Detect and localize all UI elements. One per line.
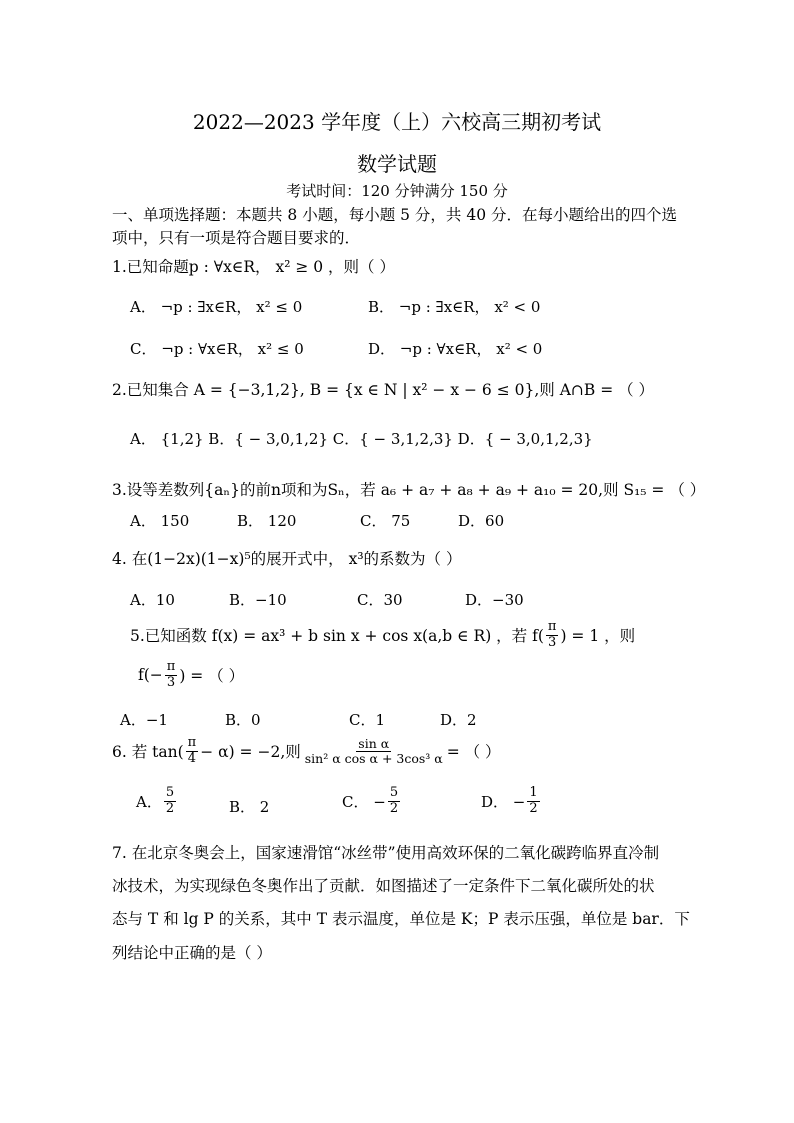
question-1-option-b: B． ¬p : ∃x∈R， x² < 0 — [368, 298, 541, 316]
fraction-pi-over-3: $\frac{\pi}{3}$ — [547, 619, 557, 650]
question-4-option-a: A．10 — [130, 591, 175, 609]
question-3-option-c: C． 75 — [360, 512, 411, 530]
subject-title: 数学试题 — [357, 152, 437, 176]
question-3-option-a: A． 150 — [130, 512, 190, 530]
fraction-pi-over-4: $\frac{\pi}{4}$ — [187, 735, 197, 766]
fraction-5-over-2: $\frac{5}{2}$ — [389, 785, 399, 816]
question-1-option-a: A． ¬p : ∃x∈R， x² ≤ 0 — [130, 298, 303, 316]
fraction-1-over-2: $\frac{1}{2}$ — [529, 785, 538, 816]
section-heading-line2: 项中，只有一项是符合题目要求的． — [112, 229, 361, 247]
question-5-option-c: C．1 — [349, 711, 386, 729]
question-6-stem-part3: = （ ） — [446, 743, 501, 762]
exam-title: 2022—2023 学年度（上）六校高三期初考试 — [192, 110, 602, 134]
question-2-options: A． {1,2} B．{ − 3,0,1,2} C．{ − 3,1,2,3} D．{ − 3,0,1,2,3} — [130, 430, 593, 448]
question-2-stem: 2.已知集合 A = {−3,1,2}, B = {x ∈ N | x² − x − 6 ≤ 0},则 A∩B = （ ） — [112, 381, 655, 399]
question-6-stem-part2: − α) = −2,则 — [200, 743, 301, 762]
question-6-option-d: D． − $\frac{1}{2}$ — [481, 785, 538, 816]
question-4-stem: 4. 在(1−2x)(1−x)⁵的展开式中， x³的系数为（ ） — [112, 550, 462, 568]
question-5-option-a: A．−1 — [120, 711, 168, 729]
question-3-option-d: D．60 — [458, 512, 505, 530]
question-4-option-b: B．−10 — [229, 591, 287, 609]
question-6-option-a: A． $\frac{5}{2}$ — [136, 785, 175, 816]
question-5-option-b: B．0 — [225, 711, 261, 729]
question-7-line4: 列结论中正确的是（ ） — [112, 944, 272, 962]
question-6-stem-part1: 6. 若 tan( — [112, 743, 184, 762]
question-6-option-c: C． − $\frac{5}{2}$ — [342, 785, 399, 816]
question-4-option-c: C．30 — [357, 591, 403, 609]
question-1-option-c: C． ¬p : ∀x∈R， x² ≤ 0 — [130, 340, 304, 358]
question-7-line3: 态与 T 和 lg P 的关系，其中 T 表示温度，单位是 K；P 表示压强，单位是 bar．下 — [112, 910, 690, 928]
fraction-pi-over-3: $\frac{\pi}{3}$ — [166, 659, 176, 690]
fraction-expression: $\frac{\text{sin α}}{\text{sin² α cos α + 3cos³ α}}$ — [304, 735, 443, 766]
question-6-option-b: B． 2 — [229, 798, 270, 816]
section-heading-line1: 一、单项选择题：本题共 8 小题，每小题 5 分，共 40 分．在每小题给出的四个选 — [112, 206, 678, 224]
question-5-stem-part2: ) = 1 ，则 — [560, 627, 636, 646]
question-1-option-d: D． ¬p : ∀x∈R， x² < 0 — [368, 340, 543, 358]
question-3-stem: 3.设等差数列{aₙ}的前n项和为Sₙ，若 a₆ + a₇ + a₈ + a₉ + a₁₀ = 20,则 S₁₅ = （ ） — [112, 481, 706, 499]
question-3-option-b: B． 120 — [237, 512, 297, 530]
question-1-stem: 1.已知命题p : ∀x∈R， x² ≥ 0 ，则（ ） — [112, 258, 395, 276]
question-5-line2-part2: ) = （ ） — [179, 667, 245, 686]
question-5-stem-part1: 5.已知函数 f(x) = ax³ + b sin x + cos x(a,b ∈ R) ，若 f( — [130, 627, 544, 646]
question-7-line2: 冰技术，为实现绿色冬奥作出了贡献．如图描述了一定条件下二氧化碳所处的状 — [112, 877, 655, 895]
exam-info: 考试时间：120 分钟满分 150 分 — [286, 182, 508, 200]
question-5-stem — [130, 620, 635, 651]
question-7-line1: 7. 在北京冬奥会上，国家速滑馆“冰丝带”使用高效环保的二氧化碳跨临界直冷制 — [112, 844, 660, 862]
fraction-5-over-2: $\frac{5}{2}$ — [165, 785, 175, 816]
question-4-option-d: D．−30 — [465, 591, 524, 609]
question-5-option-d: D．2 — [440, 711, 477, 729]
question-5-line2 — [138, 660, 244, 691]
question-5-line2-part1: f(− — [138, 666, 163, 685]
question-6-stem — [112, 736, 501, 767]
